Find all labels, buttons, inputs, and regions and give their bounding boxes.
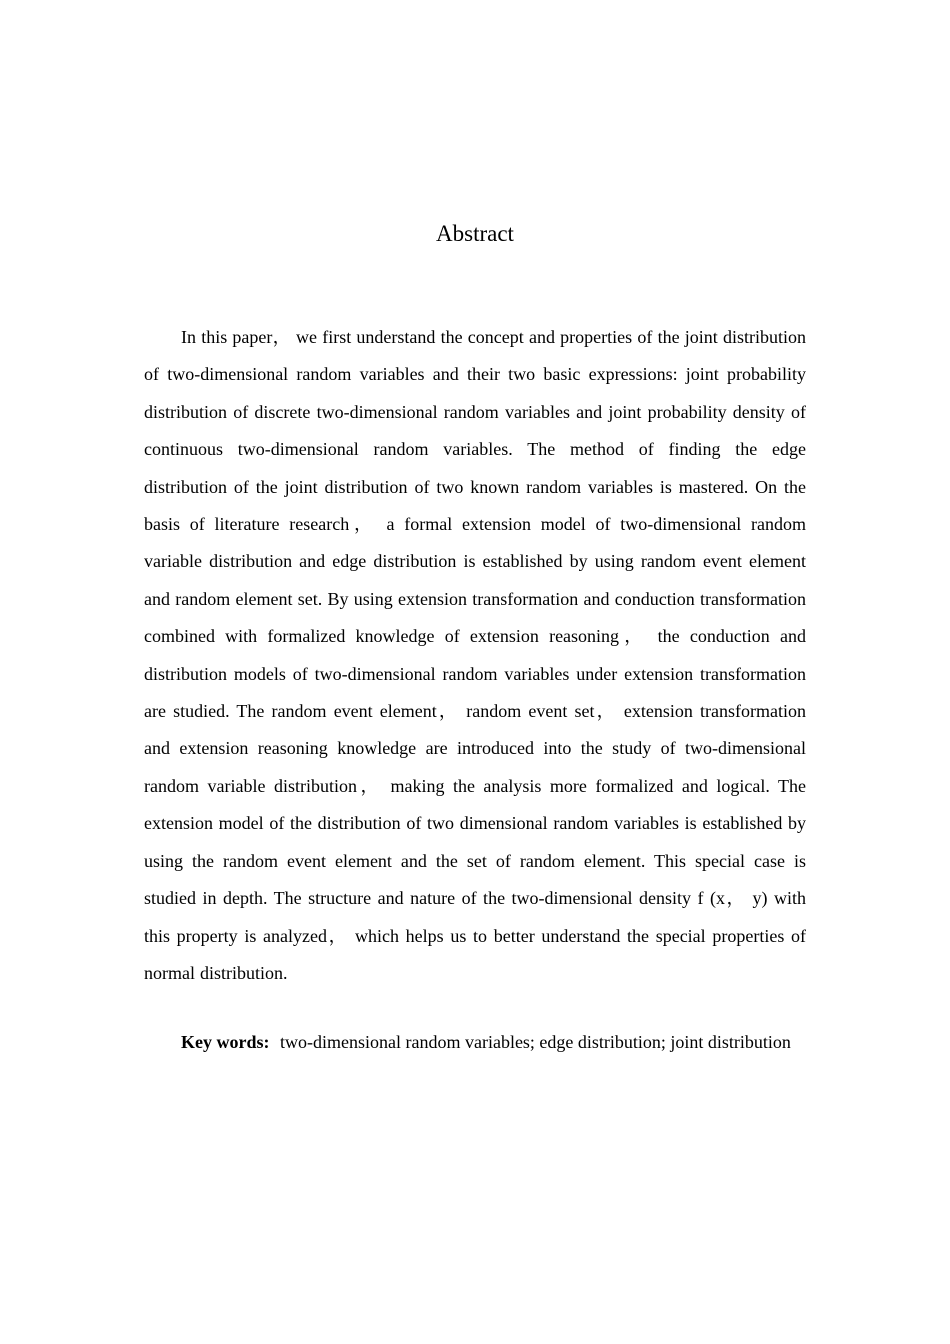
abstract-paragraph: In this paper， we first understand the concept and properties of the joint distribution of two-dimensional random variables and their two basic expressions: joint probability distribution of discrete two-dimensional random variables and joint probability density of continuous two-dimensional random variables. The method of finding the edge distribution of the joint distribution of two known random variables is mastered. On the basis of literature research， a formal extension model of two-dimensional random variable distribution and edge distribution is established by using random event element and random element set. By using extension transformation and conduction transformation combined with formalized knowledge of extension reasoning， the conduction and distribution models of two-dimensional random variables under extension transformation are studied. The random event element， random event set， extension transformation and extension reasoning knowledge are introduced into the study of two-dimensional random variable distribution， making the analysis more formalized and logical. The extension model of the distribution of two dimensional random variables is established by using the random event element and the set of random element. This special case is studied in depth. The structure and nature of the two-dimensional density f (x， y) with this property is analyzed， which helps us to better understand the special properties of normal distribution. [144,327,806,983]
keywords-label: Key words: [181,1032,270,1052]
keywords-list: two-dimensional random variables; edge distribution; joint distribution [280,1032,791,1052]
keywords-paragraph [144,1024,806,1061]
page-title: Abstract [436,221,514,246]
